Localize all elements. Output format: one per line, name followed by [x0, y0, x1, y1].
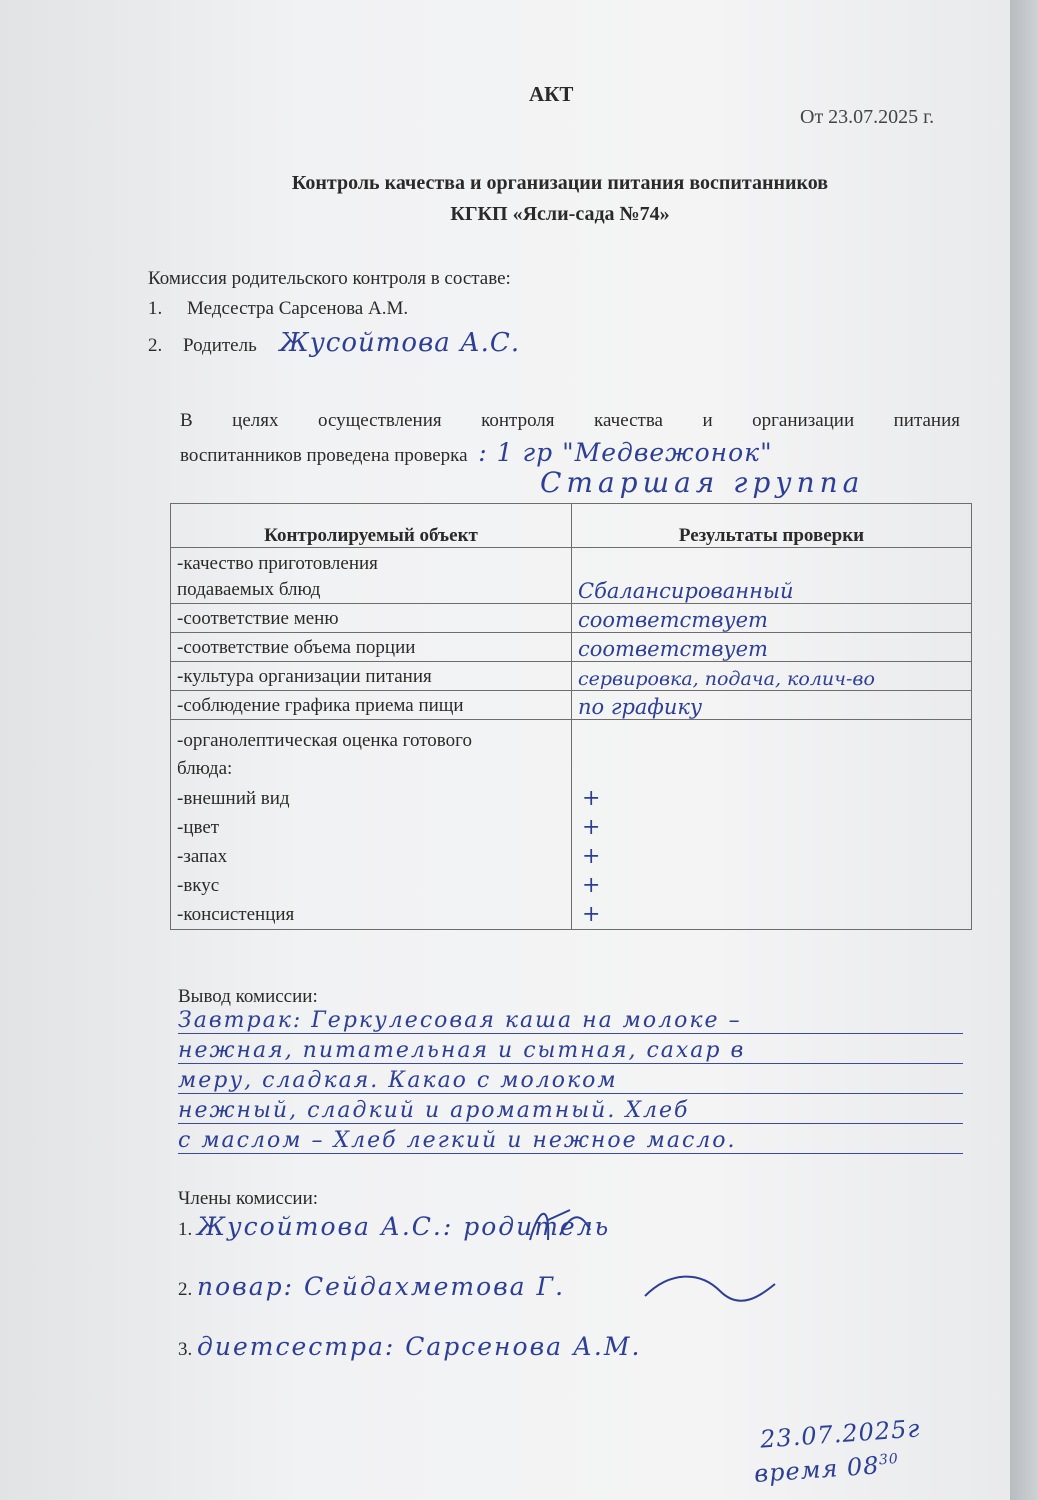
- signature-number: 3.: [178, 1339, 193, 1360]
- member-1-number: 1.: [148, 298, 163, 319]
- signature-row: [178, 1332, 641, 1361]
- conclusion-line: нежный, сладкий и ароматный. Хлеб: [178, 1098, 963, 1124]
- organoleptic-line: блюда:: [177, 758, 233, 779]
- heading-line-1: Контроль качества и организации питания воспитанников: [291, 172, 829, 194]
- object-cell: -соответствие объема порции: [171, 633, 572, 662]
- signature-number: 1.: [178, 1219, 193, 1240]
- signature-mark: [520, 1200, 600, 1250]
- plus-mark: +: [582, 844, 601, 869]
- plus-mark: +: [582, 902, 601, 927]
- signature-handwritten: повар: Сейдахметова Г.: [197, 1272, 566, 1301]
- purpose-line-2: [180, 438, 773, 467]
- commission-member-1: [148, 298, 408, 320]
- group-handwritten-1: : 1 гр "Медвежонок": [478, 438, 773, 467]
- document-date: От 23.07.2025 г.: [800, 106, 935, 128]
- object-cell: [171, 548, 572, 604]
- footer-time: время 08: [753, 1451, 881, 1489]
- conclusion-line: Завтрак: Геркулесовая каша на молоке –: [178, 1008, 963, 1034]
- heading-line-2: КГКП «Ясли-сада №74»: [450, 203, 670, 225]
- object-line: подаваемых блюд: [177, 579, 321, 600]
- organoleptic-line: -внешний вид: [177, 788, 290, 809]
- conclusion-line: нежная, питательная и сытная, сахар в: [178, 1038, 963, 1064]
- member-2-number: 2.: [148, 335, 163, 356]
- table-row: [171, 604, 972, 633]
- organoleptic-cell: [171, 720, 572, 930]
- table-row: [171, 691, 972, 720]
- organoleptic-line: -консистенция: [177, 904, 295, 925]
- table-row: [171, 548, 972, 604]
- object-cell: -соответствие меню: [171, 604, 572, 633]
- object-cell: -культура организации питания: [171, 662, 572, 691]
- group-handwritten-2: Старшая группа: [540, 466, 865, 499]
- footer-time-minutes: 30: [878, 1450, 900, 1469]
- table-header-row: [171, 504, 972, 548]
- conclusion-line: меру, сладкая. Какао с молоком: [178, 1068, 963, 1094]
- control-table: [170, 503, 972, 930]
- plus-mark: +: [582, 815, 601, 840]
- signature-row: [178, 1272, 565, 1301]
- col-results-header: Результаты проверки: [572, 504, 972, 548]
- organoleptic-line: -цвет: [177, 817, 220, 838]
- result-cell: Сбалансированный: [572, 548, 972, 604]
- col-object-header: Контролируемый объект: [171, 504, 572, 548]
- paper-edge: [1010, 0, 1038, 1500]
- result-cell: сервировка, подача, колич-во: [572, 662, 972, 691]
- conclusion-line: с маслом – Хлеб легкий и нежное масло.: [178, 1128, 963, 1154]
- plus-mark: +: [582, 786, 601, 811]
- organoleptic-line: -органолептическая оценка готового: [177, 730, 472, 751]
- member-2-handwritten: Жусойтова А.С.: [279, 328, 521, 358]
- result-cell: соответствует: [572, 633, 972, 662]
- signature-number: 2.: [178, 1279, 193, 1300]
- object-cell: -соблюдение графика приема пищи: [171, 691, 572, 720]
- result-cell: соответствует: [572, 604, 972, 633]
- organoleptic-line: -вкус: [177, 875, 220, 896]
- conclusion-label: Вывод комиссии:: [178, 986, 318, 1007]
- signature-handwritten: Жусойтова А.С.: родитель: [197, 1212, 611, 1241]
- object-line: -качество приготовления: [177, 553, 378, 574]
- table-row: [171, 633, 972, 662]
- result-cell: по графику: [572, 691, 972, 720]
- commission-member-2: [148, 328, 520, 358]
- footer-date-handwritten: 23.07.2025г: [759, 1414, 922, 1454]
- table-row: [171, 662, 972, 691]
- signature-handwritten: диетсестра: Сарсенова А.М.: [197, 1332, 642, 1361]
- members-label: Члены комиссии:: [178, 1188, 319, 1209]
- organoleptic-marks-cell: [572, 720, 972, 930]
- purpose-line-1: В целях осуществления контроля качества и организации питания: [180, 410, 960, 431]
- plus-mark: +: [582, 873, 601, 898]
- document-title: АКТ: [529, 82, 574, 106]
- purpose-line-2-text: воспитанников проведена проверка: [180, 445, 468, 466]
- table-row-organoleptic: [171, 720, 972, 930]
- organoleptic-line: -запах: [177, 846, 228, 867]
- commission-intro: Комиссия родительского контроля в составе:: [148, 268, 511, 289]
- signature-mark: [640, 1266, 780, 1306]
- member-1-name: Медсестра Сарсенова А.М.: [187, 298, 409, 319]
- member-2-label: Родитель: [183, 335, 257, 356]
